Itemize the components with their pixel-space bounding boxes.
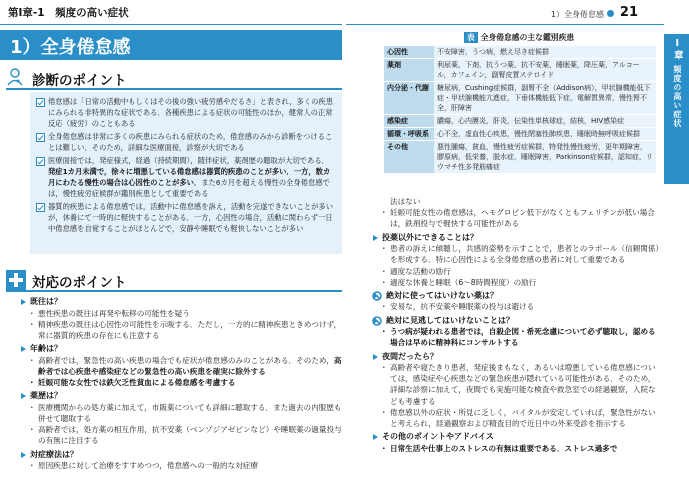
table-row: 心因性 不安障害，うつ病，燃え尽き症候群 — [384, 46, 656, 59]
q-non-drug: 投薬以外にできることは？ — [372, 232, 660, 244]
checkbox-icon — [36, 203, 45, 212]
chapter-side-tab — [664, 34, 689, 184]
section-label: 1）全身倦怠感 — [550, 10, 604, 19]
answer-line: ・ 高齢者では，処方薬の相互作用，抗不安薬（ベンゾジアゼピンなど）や睡眠薬の過量投与の有無に注目する — [20, 424, 342, 446]
answer-line: ・ 日常生活や仕事上のストレスの有無は重要である．ストレス過多で — [372, 443, 660, 454]
differential-table — [384, 46, 656, 174]
answer-line: ・ 安易な，抗不安薬や睡眠薬の投与は避ける — [372, 301, 660, 312]
table-row: その他 悪性腫瘍，貧血，慢性疲労症候群，特発性慢性疲労，更年期障害，膠原病，低栄養，脱水症，睡眠障害，Parkinson症候群，認知症，リウマチ性多発筋痛症 — [384, 141, 656, 174]
answer-line: ・ 患者の訴えに傾聴し，共感的姿勢を示すことで，患者とのラポール（信頼関係）を形成する．特に心因性による全身倦怠感の患者に対して重要である — [372, 243, 660, 265]
table-row: 感染症 膿瘍，心内膜炎，肝炎，伝染性単核球症，結核，HIV感染症 — [384, 115, 656, 128]
response-heading — [6, 270, 342, 292]
q-never-drug: 絶対に使ってはいけない薬は？ — [372, 290, 660, 302]
table-title-text: 全身倦怠感の主な鑑別疾患 — [480, 33, 575, 42]
side-tab-topic: 頻度の高い症状 — [672, 64, 682, 128]
q-medication: 薬歴は？ — [20, 390, 342, 402]
checkbox-icon — [36, 133, 45, 142]
table-row: 循環・呼吸系 心不全，虚血性心疾患，慢性閉塞性肺疾患，睡眠時無呼吸症候群 — [384, 128, 656, 141]
answer-line: ・ 妊娠可能な女性では鉄欠乏性貧血による倦怠感を考慮する — [20, 377, 342, 388]
chapter-label: 第Ⅰ章-1 頻度の高い症状 — [8, 7, 129, 19]
answer-line: ・ うつ病が疑われる患者では，自殺企図・希死念慮について必ず聴取し，認める場合は早めに精神科にコンサルトする — [372, 326, 660, 348]
q-history: 既往は？ — [20, 296, 342, 308]
diagnosis-item: 器質的疾患による倦怠感では，活動中に倦怠感を訴え，活動を完遂できないことが多いが，休養にて一時的に軽快することがある．一方，心因性の場合，活動に関わらず一日中倦怠感を自覚することがほとんどで，安静や睡眠でも軽快しないことが多い — [34, 201, 336, 234]
running-header-right — [346, 0, 664, 25]
running-header-left — [0, 0, 342, 25]
table-row: 内分泌・代謝 糖尿病，Cushing症候群，副腎不全（Addison病），甲状腺機能低下症・甲状腺機能亢進症，下垂体機能低下症，電解質異常，慢性腎不全，肝障害 — [384, 82, 656, 115]
prohibited-icon — [372, 316, 382, 326]
diagnosis-item: 全身倦怠感は非常に多くの疾患にみられる症状のため，倦怠感のみから診断をつけることは難しい．そのため，詳細な医療面接，診察が大切である — [34, 131, 336, 153]
doctor-icon — [6, 68, 24, 86]
prohibited-icon — [372, 291, 382, 301]
q-age: 年齢は？ — [20, 343, 342, 355]
answer-line: ・ 高齢者では，緊急性の高い疾患の場合でも症状が倦怠感のみのことがある．そのため，高齢者では心疾患や感染症などの緊急性の高い疾患を確実に除外する — [20, 355, 342, 377]
diagnosis-item: 医療面接では，発症様式，経過（持続期間），随伴症状，薬剤歴の聴取が大切である．発症1カ月未満で，徐々に増悪している倦怠感は器質的疾患のことが多い．一方，数カ月にわたる慢性の場合は心因性のことが多い．また6カ月を超える慢性の全身倦怠感では，慢性疲労症候群が鑑別疾患として重要である — [34, 155, 336, 199]
diagnosis-heading-label: 診断のポイント — [32, 73, 127, 89]
plus-icon — [6, 270, 26, 290]
diagnosis-heading — [6, 68, 342, 90]
continuation: 法はない — [390, 197, 421, 206]
answer-line: ・ 適度な活動の励行 — [372, 266, 660, 277]
side-tab-chapter: Ⅰ章 — [671, 38, 683, 61]
response-heading-label: 対応のポイント — [32, 275, 127, 291]
bullet-dot-icon — [607, 10, 614, 17]
table-tag: 表 — [464, 32, 478, 43]
answer-line: ・ 精神疾患の既往は心因性の可能性を示唆する．ただし，一方的に精神疾患ときめつけず，常に器質的疾患の存在にも注意する — [20, 319, 342, 341]
page-number: 21 — [619, 5, 638, 20]
checkbox-icon — [36, 157, 45, 166]
q-symptomatic: 対症療法は？ — [20, 449, 342, 461]
q-night: 夜間だったら？ — [372, 351, 660, 363]
table-row: 薬剤 利尿薬，下剤，抗うつ薬，抗不安薬，睡眠薬，降圧薬，アルコール，カフェイン，副腎皮質ステロイド — [384, 59, 656, 82]
q-other: その他のポイントやアドバイス — [372, 431, 660, 443]
diagnosis-item: 倦怠感は「日常の活動中もしくはその後の強い疲労感やだるさ」と表され，多くの疾患にみられる非特異的な症状である．各種疾患による症状の可能性のほか，健常人の正常反応（疲労）のこともある — [34, 96, 336, 129]
page-title: 1）全身倦怠感 — [10, 37, 131, 58]
answer-line: ・ 倦怠感以外の症状・所見に乏しく，バイタルが安定していれば，緊急性がないと考えられ，経過観察および精査目的で近日中の外来受診を指示する — [372, 407, 660, 429]
diagnosis-box — [30, 92, 342, 254]
answer-line: ・ 原因疾患に対して治療をすすめつつ，倦怠感への一般的な対症療 — [20, 460, 342, 471]
checkbox-icon — [36, 98, 45, 107]
answer-line: ・ 悪性疾患の既往は再発や転移の可能性を疑う — [20, 308, 342, 319]
answer-line: ・ 高齢者や寝たきり患者，発症後まもなく，あるいは増悪している倦怠感については，感染症や心疾患などの緊急疾患が隠れている可能性がある．そのため，詳細な診察に加えて，夜間でも実施可能な検査や救急室での経過観察，入院なども考慮する — [372, 362, 660, 407]
q-never-miss: 絶対に見逃してはいけないことは？ — [372, 315, 660, 327]
response-body — [20, 296, 342, 471]
answer-line: ・ 医療機関からの処方薬に加えて，市販薬についても詳細に聴取する．また過去の内服歴も併せて聴取する — [20, 402, 342, 424]
title-band — [0, 30, 342, 60]
answer-line: ・ 適度な休養と睡眠（6～8時間程度）の励行 — [372, 277, 660, 288]
table-title — [384, 32, 654, 43]
answer-line: ・ 妊娠可能女性の倦怠感は，ヘモグロビン低下がなくともフェリチンが低い場合は，鉄剤投与で軽快する可能性がある — [372, 207, 660, 229]
right-body — [372, 196, 660, 454]
